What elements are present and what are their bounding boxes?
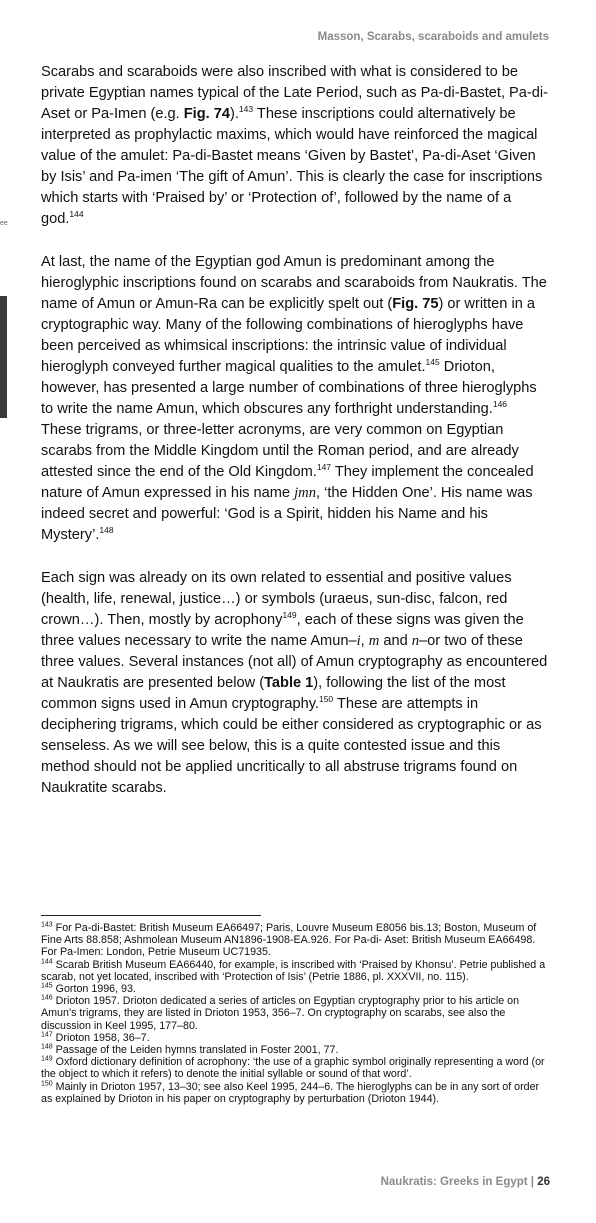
text-run: ), following the list of the most common signs used in Amun cryptography.	[41, 675, 506, 712]
footnote-reference: 147	[316, 462, 332, 473]
footnote-reference: 146	[492, 399, 508, 410]
footnote-149	[41, 1056, 547, 1080]
footnote-reference: 145	[425, 357, 440, 368]
footnote-text: Oxford dictionary definition of acrophony: ‘the use of a graphic symbol originally representing a word (or the object to which it refers) to denote the initial syllable or sound of that word’.	[41, 1056, 545, 1081]
figure-reference: Fig. 74	[183, 106, 230, 122]
body-paragraph-3	[41, 568, 551, 799]
left-margin-mark: ee	[0, 220, 8, 227]
text-run: ) or written in a cryptographic way. Many of the following combinations of hieroglyphs have been perceived as whimsical inscriptions: the intrinsic value of individual hieroglyph conveyed further magical qualities to the amulet.	[41, 296, 535, 375]
footnote-text: Scarab British Museum EA66440, for example, is inscribed with ‘Praised by Khonsu’. Petrie published a scarab, not yet located, inscribed with ‘Protection of Isis’ (Petrie 1886, pl. XXXVII, no. 115).	[41, 958, 546, 983]
text-run: These trigrams, or three-letter acronyms, are very common on Egyptian scarabs from the Middle Kingdom until the Roman period, and are already attested since the end of the Old Kingdom.	[41, 422, 519, 480]
text-run: These are attempts in deciphering trigrams, which could be either considered as cryptographic or as senseless. As we will see below, this is a quite contested issue and this method should not be applied uncritically to all abstruse trigrams found on Naukratite scarabs.	[41, 696, 542, 796]
footnote-146	[41, 995, 547, 1032]
text-run: They implement the concealed nature of Amun expressed in his name	[41, 464, 534, 501]
footnote-number: 148	[41, 1043, 53, 1051]
figure-reference: Fig. 75	[392, 296, 439, 312]
footnote-number: 143	[41, 921, 53, 929]
transliteration: n	[411, 633, 420, 649]
text-run: These inscriptions could alternatively be interpreted as prophylactic maxims, which would have reinforced the magical value of the amulet: Pa-di-Bastet means ‘Given by Bastet’, Pa-di-Aset ‘Given by Isis’ and Pa-imen ‘The gift of Amun’. This is clearly the case for inscriptions which starts with ‘Praised by’ or ‘Protection of’, followed by the name of a god.	[41, 106, 543, 227]
text-run: –or two of these three values. Several instances (not all) of Amun cryptography as encountered at Naukratis are presented below (	[41, 633, 548, 691]
footnote-number: 147	[41, 1031, 53, 1039]
body-text	[41, 62, 551, 821]
text-run: ,	[360, 633, 369, 649]
footnote-148	[41, 1044, 547, 1056]
footnote-145	[41, 983, 547, 995]
footnote-reference: 143	[238, 104, 254, 115]
transliteration: i	[356, 633, 361, 649]
footnote-150	[41, 1081, 547, 1105]
footnote-reference: 149	[282, 610, 297, 621]
footnote-text: Drioton 1958, 36–7.	[55, 1031, 150, 1044]
text-run: At last, the name of the Egyptian god Amun is predominant among the hieroglyphic inscriptions found on scarabs and scaraboids from Naukratis. The name of Amun or Amun-Ra can be explicitly spelt out (	[41, 254, 547, 312]
transliteration: jmn	[294, 485, 316, 501]
text-run: , ‘the Hidden One’. His name was indeed secret and powerful: ‘God is a Spirit, hidden his Name and his Mystery’.	[41, 485, 533, 543]
left-margin-bar	[0, 296, 7, 418]
text-run: ).	[230, 106, 239, 122]
footnote-text: Gorton 1996, 93.	[55, 983, 136, 996]
body-paragraph-2	[41, 252, 551, 546]
text-run: Drioton, however, has presented a large number of combinations of three hieroglyphs to write the name Amun, which obscures any forthright understanding.	[41, 359, 537, 417]
page-number: 26	[537, 1176, 550, 1188]
text-run: Scarabs and scaraboids were also inscribed with what is considered to be private Egyptian names typical of the Late Period, such as Pa-di-Bastet, Pa-di-Aset or Pa-Imen (e.g.	[41, 64, 548, 122]
figure-reference: Table 1	[264, 675, 314, 691]
text-run: Each sign was already on its own related to essential and positive values (health, life, renewal, justice…) or symbols (uraeus, sun-disc, falcon, red crown…). Then, mostly by acrophony	[41, 570, 512, 628]
footnote-number: 149	[41, 1055, 53, 1063]
footnote-143	[41, 922, 547, 959]
footer-separator: |	[527, 1176, 538, 1188]
footnote-number: 144	[41, 958, 53, 966]
footnote-147	[41, 1032, 547, 1044]
footnote-number: 145	[41, 982, 53, 990]
footer-title: Naukratis: Greeks in Egypt	[380, 1176, 528, 1188]
footnote-text: Mainly in Drioton 1957, 13–30; see also Keel 1995, 244–6. The hieroglyphs can be in any sort of order as explained by Drioton in his paper on cryptography by perturbation (Drioton 1944).	[41, 1080, 540, 1105]
footnote-text: Passage of the Leiden hymns translated in Foster 2001, 77.	[55, 1044, 339, 1057]
footnote-text: Drioton 1957. Drioton dedicated a series of articles on Egyptian cryptography prior to his article on Amun’s trigrams, they are listed in Drioton 1953, 356–7. On cryptography on scarabs, see also the discussion in Keel 1995, 177–80.	[41, 995, 520, 1032]
footnote-number: 146	[41, 994, 53, 1002]
footnote-text: For Pa-di-Bastet: British Museum EA66497; Paris, Louvre Museum E8056 bis.13; Boston, Museum of Fine Arts 88.858; Ashmolean Museum AN1896-1908-EA.926. For Pa-di- Aset: British Museum EA66498. For Pa-Imen: London, Petrie Museum UC71935.	[41, 922, 537, 959]
running-header: Masson, Scarabs, scaraboids and amulets	[317, 31, 549, 43]
footnote-reference: 144	[69, 209, 84, 220]
text-run: , each of these signs was given the three values necessary to write the name Amun–	[41, 612, 524, 649]
footnote-reference: 148	[99, 525, 114, 536]
footnote-144	[41, 959, 547, 983]
footnote-rule	[41, 915, 261, 916]
footnote-reference: 150	[318, 694, 334, 705]
body-paragraph-1	[41, 62, 551, 230]
footnote-number: 150	[41, 1080, 53, 1088]
running-footer	[381, 1176, 550, 1188]
footnotes	[41, 922, 547, 1105]
text-run: and	[379, 633, 412, 649]
transliteration: m	[368, 633, 380, 649]
